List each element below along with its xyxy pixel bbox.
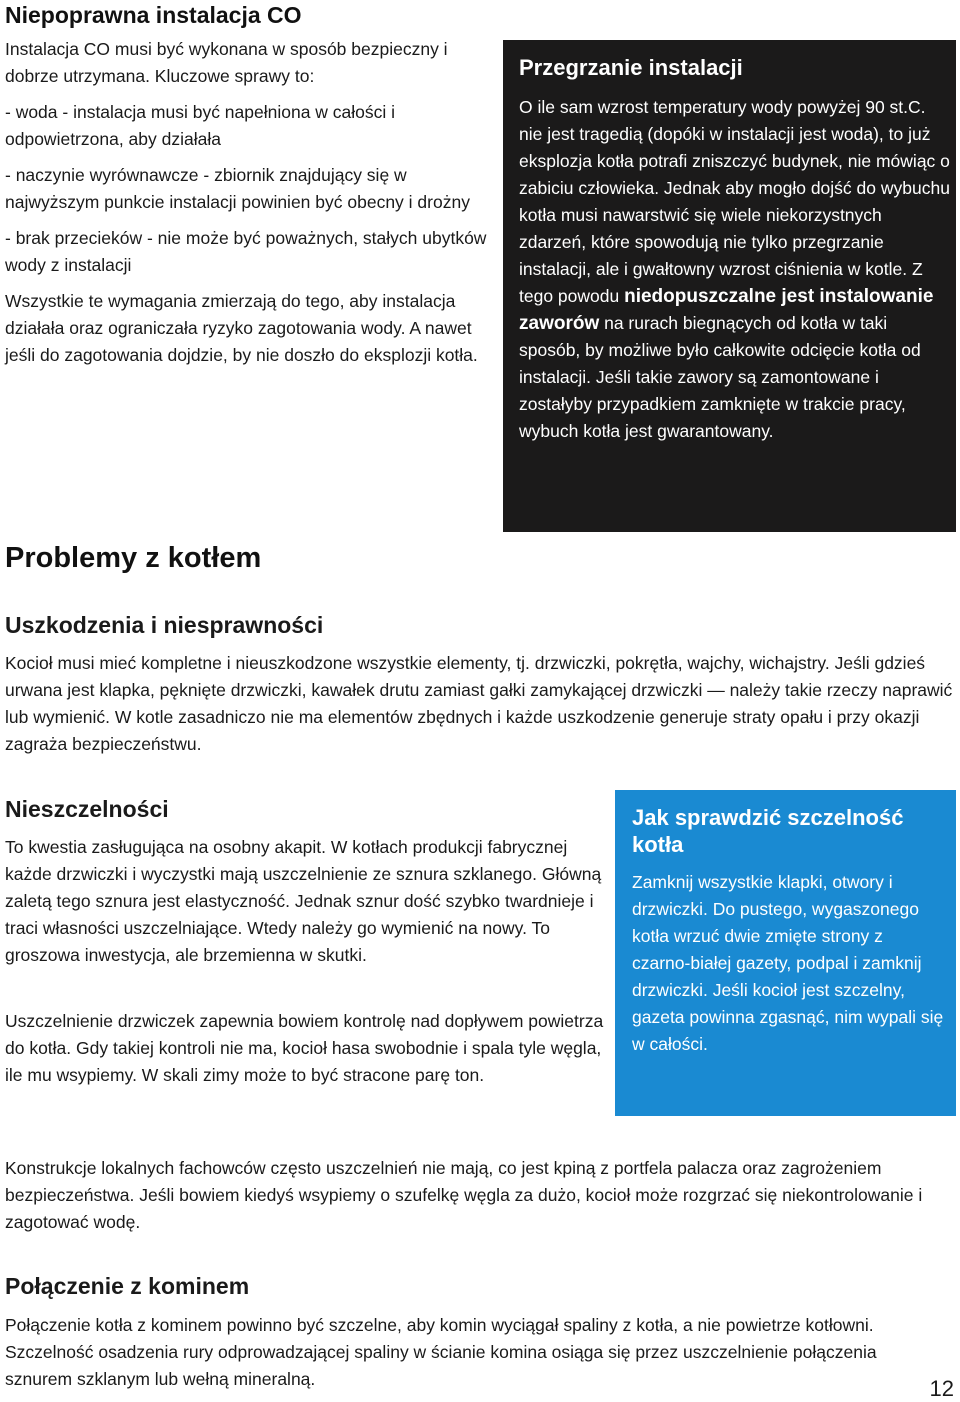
overheating-text [519,94,952,445]
summary-paragraph: Wszystkie te wymagania zmierzają do tego, aby instalacja działała oraz ograniczała ryzyko zagotowania wody. A nawet jeśli do zagotowania dojdzie, by nie doszło do eksplozji kotła. [5,291,478,365]
overheating-box [503,40,956,532]
leaks-text-2: Uszczelnienie drzwiczek zapewnia bowiem kontrolę nad dopływem powietrza do kotła. Gdy takiej kontroli nie ma, kocioł hasa swobodnie i spala tyle węgla, ile mu wsypiemy. W skali zimy może to być stracone parę ton. [5,1011,604,1085]
chimney-text: Połączenie kotła z kominem powinno być szczelne, aby komin wyciągał spaliny z kotła, a nie powietrze kotłowni. Szczelność osadzenia rury odprowadzającej spaliny w ścianie komina osiąga się przez uszczelnienie połączenia sznurem szklanym lub wełną mineralną. [5,1315,877,1389]
overheating-text-a: O ile sam wzrost temperatury wody powyżej 90 st.C. nie jest tragedią (dopóki w instalacji jest woda), to już eksplozja kotła potrafi zniszczyć budynek, nie mówiąc o zabiciu człowieka. Jednak aby mogło dojść do wybuchu kotła musi nawarstwić się wiele niekorzystnych zdarzeń, które spowodują nie tylko przegrzanie instalacji, ale i gwałtowny wzrost ciśnienia w kotle. Z tego powodu [519,97,950,306]
page-title: Niepoprawna instalacja CO [5,2,302,28]
leaks-subtitle: Nieszczelności [5,796,169,822]
list-item: - woda - instalacja musi być napełniona w całości i odpowietrzona, aby działała [5,102,396,149]
intro-paragraph: Instalacja CO musi być wykonana w sposób bezpieczny i dobrze utrzymana. Kluczowe sprawy to: [5,39,448,86]
damage-text: Kocioł musi mieć kompletne i nieuszkodzone wszystkie elementy, tj. drzwiczki, pokrętła, wajchy, wichajstry. Jeśli gdzieś urwana jest klapka, pęknięte drzwiczki, kawałek drutu zamiast gałki zamykającej drzwiczki — należy takie rzeczy naprawić lub wymienić. W kotle zasadniczo nie ma elementów zbędnych i każde uszkodzenie generuje straty opału i przy okazji zagraża bezpieczeństwu. [5,653,953,754]
tightness-check-box [615,790,956,1116]
overheating-text-bold: niedopuszczalne jest instalowanie zaworów [519,286,934,334]
list-item: - brak przecieków - nie może być poważnych, stałych ubytków wody z instalacji [5,228,487,275]
left-column [5,36,495,378]
section-title: Problemy z kotłem [5,542,262,574]
chimney-subtitle: Połączenie z kominem [5,1273,250,1299]
overheating-text-b: na rurach biegnących od kotła w taki sposób, by możliwe było całkowite odcięcie kotła od instalacji. Jeśli takie zawory są zamontowane i zostałyby przypadkiem zamknięte w trakcie pracy, wybuch kotła jest gwarantowany. [519,313,921,441]
overheating-title: Przegrzanie instalacji [519,55,743,80]
leaks-text-1: To kwestia zasługująca na osobny akapit. W kotłach produkcji fabrycznej każde drzwiczki i wyczystki mają uszczelnienie ze sznura szklanego. Główną zaletą tego sznura jest elastyczność. Jednak sznur dość szybko twardnieje i traci własności uszczelniające. Wtedy należy go wymienić na nowy. To groszowa inwestycja, ale brzemienna w skutki. [5,837,602,965]
list-item: - naczynie wyrównawcze - zbiornik znajdujący się w najwyższym punkcie instalacji powinien być obecny i drożny [5,165,470,212]
damage-subtitle: Uszkodzenia i niesprawności [5,612,324,638]
leaks-text-3: Konstrukcje lokalnych fachowców często uszczelnień nie mają, co jest kpiną z portfela palacza oraz zagrożeniem bezpieczeństwa. Jeśli bowiem kiedyś wsypiemy o szufelkę węgla za dużo, kocioł może rozgrzać się niekontrolowanie i zagotować wodę. [5,1158,923,1232]
tightness-check-title: Jak sprawdzić szczelność kotła [632,805,904,857]
page-number: 12 [929,1376,954,1401]
tightness-check-text: Zamknij wszystkie klapki, otwory i drzwiczki. Do pustego, wygaszonego kotła wrzuć dwie zmięte strony z czarno-białej gazety, podpal i zamknij drzwiczki. Jeśli kocioł jest szczelny, gazeta powinna zgasnąć, nim wypali się w całości. [632,872,944,1054]
